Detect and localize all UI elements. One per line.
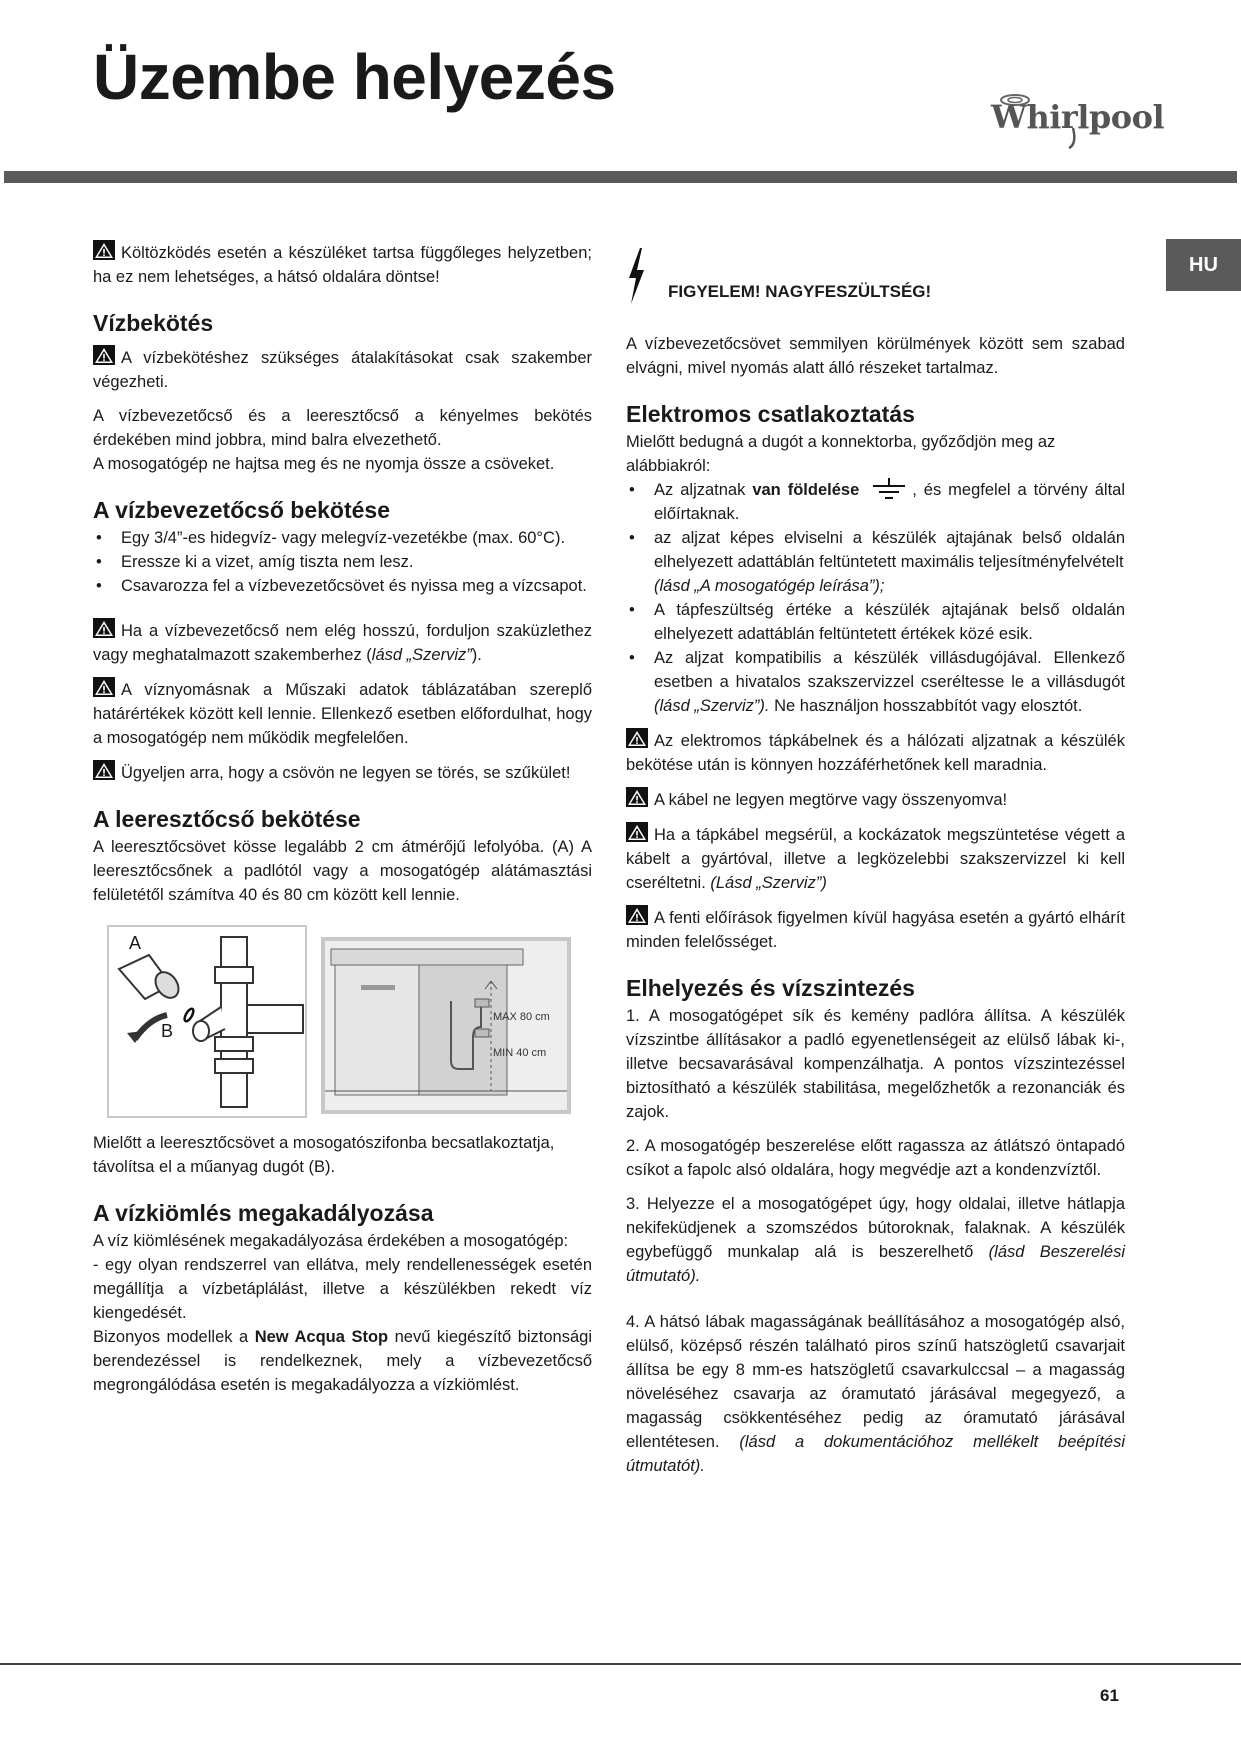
kiomles-paragraph: - egy olyan rendszerrel van ellátva, mely rendellenességek esetén megállítja a vízbetáplálást, illetve a készülékben rekedt víz kiengedését. xyxy=(93,1256,592,1322)
max-height-label: MAX 80 cm xyxy=(493,1011,550,1023)
left-column xyxy=(93,240,592,1397)
befolyo-warning: Ha a vízbevezetőcső nem elég hosszú, forduljon szaküzlethez vagy meghatalmazott szakemberhez (lásd „Szerviz”). xyxy=(93,618,592,667)
section-heading-leereszto: A leeresztőcső bekötése xyxy=(93,806,361,832)
elektromos-warning: A fenti előírások figyelmen kívül hagyása esetén a gyártó elhárít minden felelősséget. xyxy=(626,905,1125,954)
warning-icon xyxy=(626,905,648,925)
list-item: • Egy 3/4”-es hidegvíz- vagy melegvíz-vezetékbe (max. 60°C). xyxy=(93,526,592,550)
list-item: • az aljzat képes elviselni a készülék ajtajának belső oldalán elhelyezett adattáblán feltüntetett maximális teljesítményfelvételt (lásd „A mosogatógép leírása”); xyxy=(626,526,1125,598)
warning-icon xyxy=(626,728,648,748)
figure-label-b: B xyxy=(161,1021,174,1041)
elhelyezes-paragraph: 3. Helyezze el a mosogatógépet úgy, hogy oldalai, illetve hátlapja nekifeküdjenek a szomszédos bútoroknak, falaknak. A készülék egybefüggő munkalap alá is beszerelhető (lásd Beszerelési útmutató). xyxy=(626,1195,1125,1285)
header-divider xyxy=(4,171,1237,183)
vizbekotes-paragraph: A mosogatógép ne hajtsa meg és ne nyomja össze a csöveket. xyxy=(93,455,555,473)
warning-icon xyxy=(93,618,115,638)
list-item: • A tápfeszültség értéke a készülék ajtajának belső oldalán elhelyezett adattáblán feltüntetett értékek közé esik. xyxy=(626,598,1125,646)
language-tab: HU xyxy=(1166,239,1241,291)
drain-height-figure xyxy=(321,937,571,1114)
warning-icon xyxy=(93,240,115,260)
elhelyezes-paragraph: 1. A mosogatógépet sík és kemény padlóra állítsa. A készülék vízszintbe állításakor a padló egyenetlenségeit az elülső lábak ki-, illetve becsavarásával kompenzálhatja. A pontos vízszintezéssel biztosítható a készülék stabilitása, megelőzhetők a rezonanciák és zajok. xyxy=(626,1007,1125,1121)
list-item: • Eressze ki a vizet, amíg tiszta nem lesz. xyxy=(93,550,592,574)
list-item: • Az aljzatnak van földelése , és megfelel a törvény által előírtaknak. xyxy=(626,478,1125,526)
befolyo-warning: A víznyomásnak a Műszaki adatok táblázatában szereplő határértékek között kell lennie. Ellenkező esetben előfordulhat, hogy a mosogatógép nem működik megfelelően. xyxy=(93,677,592,750)
warning-icon xyxy=(93,760,115,780)
lightning-bolt-icon xyxy=(626,248,646,304)
warning-icon xyxy=(93,345,115,365)
warning-icon xyxy=(626,822,648,842)
leereszto-paragraph: A leeresztőcsövet kösse legalább 2 cm átmérőjű lefolyóba. (A) A leeresztőcsőnek a padlótól vagy a mosogatógép alátámasztási felületétől számítva 40 és 80 cm között kell lennie. xyxy=(93,838,592,904)
section-heading-elhelyezes: Elhelyezés és vízszintezés xyxy=(626,975,915,1001)
elektromos-intro: Mielőtt bedugná a dugót a konnektorba, győződjön meg az alábbiakról: xyxy=(626,433,1056,475)
list-item: • Csavarozza fel a vízbevezetőcsövet és nyissa meg a vízcsapot. xyxy=(93,574,592,598)
kiomles-paragraph: A víz kiömlésének megakadályozása érdekében a mosogatógép: xyxy=(93,1232,569,1250)
warning-icon xyxy=(93,677,115,697)
brand-name: Whirlpool xyxy=(991,98,1165,136)
elhelyezes-paragraph: 4. A hátsó lábak magasságának beállításához a mosogatógép alsó, elülső, középső részén található piros színű hatszögletű csavarjait állítsa be egy 8 mm-es hatszögletű csavarkulccsal – a magasság növeléséhez csavarja az óramutató járásával megegyező, a magasság csökkentéséhez pedig az óramutató járásával ellentétesen. (lásd a dokumentációhoz mellékelt beépítési útmutatót). xyxy=(626,1313,1125,1475)
footer-divider xyxy=(0,1663,1241,1665)
page-number: 61 xyxy=(1100,1686,1119,1705)
ground-symbol-icon xyxy=(870,478,908,500)
list-item: • Az aljzat kompatibilis a készülék villásdugójával. Ellenkező esetben a hivatalos szakszervizzel cseréltesse le a villásdugót (lásd „Szerviz”). Ne használjon hosszabbítót vagy elosztót. xyxy=(626,646,1125,718)
elektromos-warning: A kábel ne legyen megtörve vagy összenyomva! xyxy=(626,787,1125,812)
high-voltage-warning: FIGYELEM! NAGYFESZÜLTSÉG! xyxy=(626,240,1125,304)
drain-figures xyxy=(93,925,592,1125)
page-title: Üzembe helyezés xyxy=(93,41,616,113)
vizbekotes-paragraph: A vízbevezetőcső és a leeresztőcső a kényelmes bekötés érdekében mind jobbra, mind balra elvezethető. xyxy=(93,407,592,449)
befolyo-list xyxy=(93,526,592,598)
elektromos-warning: Az elektromos tápkábelnek és a hálózati aljzatnak a készülék bekötése után is könnyen hozzáférhetőnek kell maradnia. xyxy=(626,728,1125,777)
elektromos-list xyxy=(626,478,1125,718)
elhelyezes-paragraph: 2. A mosogatógép beszerelése előtt ragassza az átlátszó öntapadó csíkot a fapolc alsó oldalára, hogy megvédje azt a kondenzvíztől. xyxy=(626,1137,1125,1179)
warning-icon xyxy=(626,787,648,807)
section-heading-elektromos: Elektromos csatlakoztatás xyxy=(626,401,915,427)
section-heading-kiomles: A vízkiömlés megakadályozása xyxy=(93,1200,434,1226)
befolyo-warning: Ügyeljen arra, hogy a csövön ne legyen se törés, se szűkület! xyxy=(93,760,592,785)
figure-caption: Mielőtt a leeresztőcsövet a mosogatószifonba becsatlakoztatja, távolítsa el a műanyag dugót (B). xyxy=(93,1134,555,1176)
right-column xyxy=(626,240,1125,1478)
kiomles-paragraph: Bizonyos modellek a New Acqua Stop nevű kiegészítő biztonsági berendezéssel is rendelkeznek, mely a vízbevezetőcső megrongálódása esetén is megakadályozza a vízkiömlést. xyxy=(93,1328,592,1394)
section-heading-vizbekotes: Vízbekötés xyxy=(93,310,214,336)
hose-paragraph: A vízbevezetőcsövet semmilyen körülmények között sem szabad elvágni, mivel nyomás alatt álló részeket tartalmaz. xyxy=(626,335,1125,377)
whirlpool-logo xyxy=(985,88,1165,150)
elektromos-warning: Ha a tápkábel megsérül, a kockázatok megszüntetése végett a kábelt a gyártóval, illetve a legközelebbi szakszervizzel ki kell cseréltetni. (Lásd „Szerviz”) xyxy=(626,822,1125,895)
drain-siphon-figure xyxy=(107,925,307,1118)
figure-label-a: A xyxy=(129,933,142,953)
min-height-label: MIN 40 cm xyxy=(493,1047,547,1059)
intro-warning: Költözködés esetén a készüléket tartsa függőleges helyzetben; ha ez nem lehetséges, a hátsó oldalára döntse! xyxy=(93,240,592,289)
section-heading-befolyo: A vízbevezetőcső bekötése xyxy=(93,497,390,523)
vizbekotes-warning: A vízbekötéshez szükséges átalakításokat csak szakember végezheti. xyxy=(93,345,592,394)
